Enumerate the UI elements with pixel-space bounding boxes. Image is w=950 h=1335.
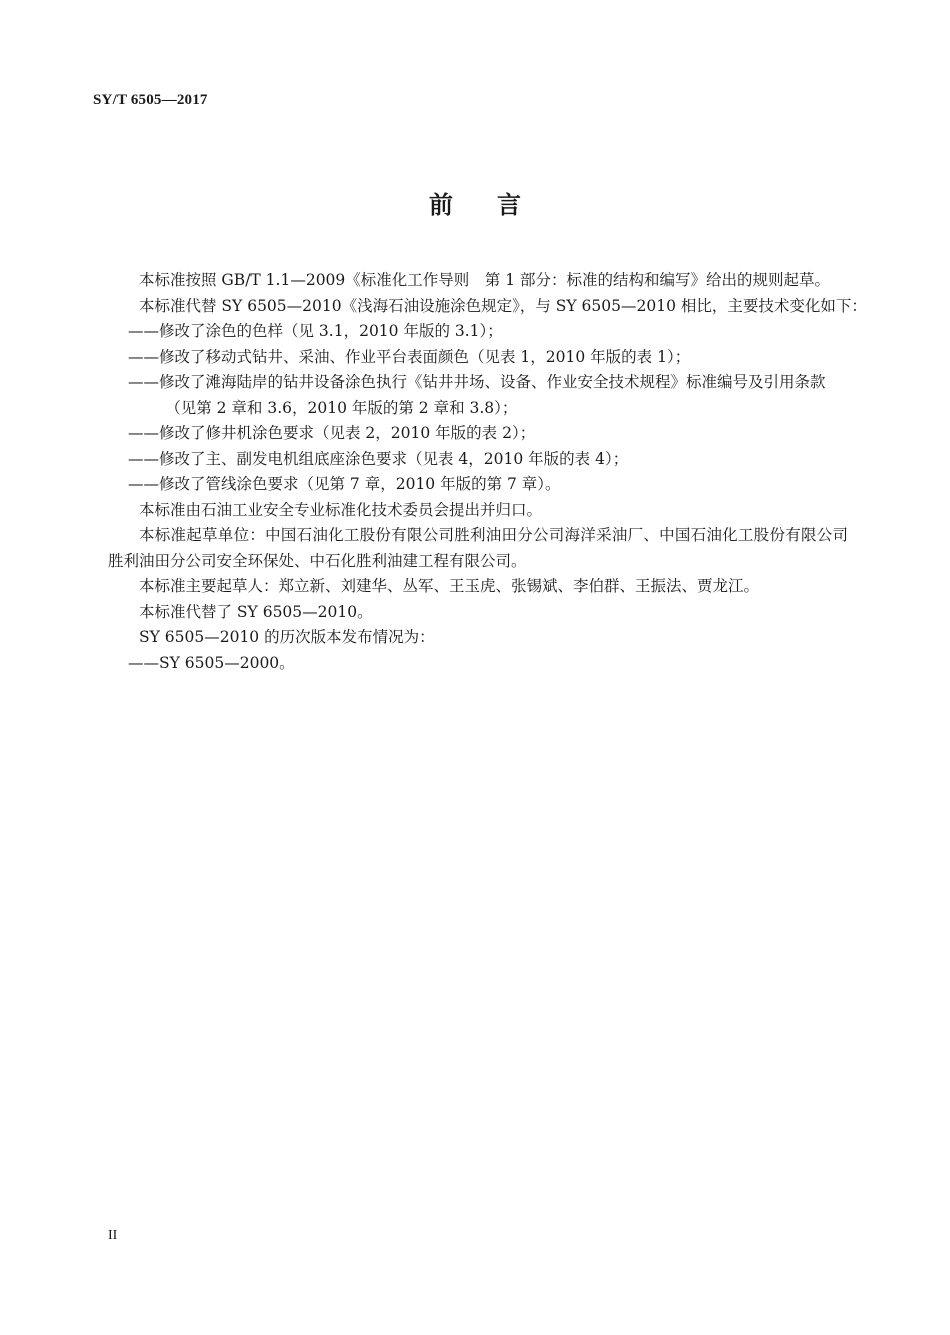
change-item: ——修改了滩海陆岸的钻井设备涂色执行《钻井井场、设备、作业安全技术规程》标准编号及引用条款（见第 2 章和 3.6，2010 年版的第 2 章和 3.8）；	[128, 373, 826, 417]
paragraph-drafters: 本标准主要起草人：郑立新、刘建华、丛军、王玉虎、张锡斌、李伯群、王振法、贾龙江。	[139, 577, 760, 595]
paragraph-replacement: 本标准代替 SY 6505—2010《浅海石油设施涂色规定》，与 SY 6505—2010 相比，主要技术变化如下：	[139, 296, 867, 315]
page-title: 前言	[429, 191, 565, 219]
change-item: ——修改了主、副发电机组底座涂色要求（见表 4，2010 年版的表 4）；	[128, 449, 629, 468]
foreword-body	[108, 268, 867, 676]
paragraph-drafting-rules: 本标准按照 GB/T 1.1—2009《标准化工作导则 第 1 部分：标准的结构和编写》给出的规则起草。	[139, 271, 831, 289]
history-item: ——SY 6505—2000。	[128, 653, 295, 672]
change-item: ——修改了移动式钻井、采油、作业平台表面颜色（见表 1，2010 年版的表 1）；	[128, 347, 691, 366]
paragraph-history-intro: SY 6505—2010 的历次版本发布情况为：	[139, 628, 435, 646]
change-item: ——修改了涂色的色样（见 3.1，2010 年版的 3.1）；	[128, 322, 503, 340]
paragraph-proposer: 本标准由石油工业安全专业标准化技术委员会提出并归口。	[139, 500, 543, 519]
change-item: ——修改了管线涂色要求（见第 7 章，2010 年版的第 7 章）。	[128, 475, 561, 493]
paragraph-superseded: 本标准代替了 SY 6505—2010。	[139, 602, 373, 621]
page-number: II	[108, 1228, 118, 1243]
standard-code: SY/T 6505—2017	[93, 92, 208, 108]
change-item: ——修改了修井机涂色要求（见表 2，2010 年版的表 2）；	[128, 424, 536, 442]
paragraph-drafting-units: 本标准起草单位：中国石油化工股份有限公司胜利油田分公司海洋采油厂、中国石油化工股份有限公司胜利油田分公司安全环保处、中石化胜利油建工程有限公司。	[108, 526, 848, 570]
